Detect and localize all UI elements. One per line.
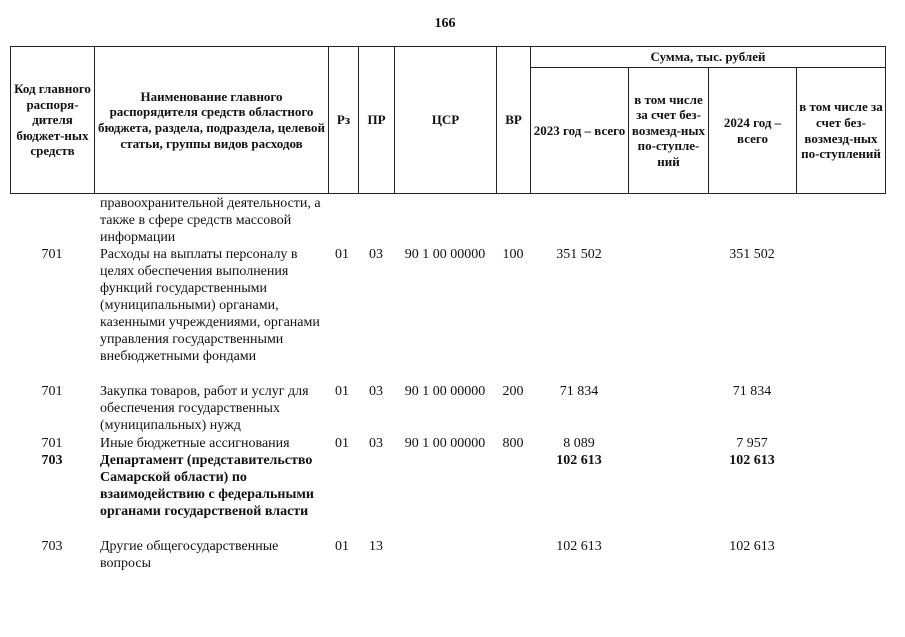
row-code: 701 bbox=[41, 247, 63, 262]
row-sum-2023: 8 089 bbox=[563, 436, 595, 451]
row-pr: 13 bbox=[369, 539, 383, 554]
row-pr: 03 bbox=[369, 247, 383, 262]
row-sum-2024: 102 613 bbox=[729, 453, 775, 468]
row-name: Расходы на выплаты персоналу в целях обеспечения выполнения функций государственными (муниципальными) органами, казенными учреждениями, органами управления государственными внебюджетными фондами bbox=[100, 247, 320, 364]
row-pr: 03 bbox=[369, 436, 383, 451]
row-csr: 90 1 00 00000 bbox=[404, 436, 486, 451]
header-2023: 2023 год – всего bbox=[531, 68, 629, 194]
row-vr: 200 bbox=[502, 384, 524, 399]
header-2023-free: в том числе за счет без-возмезд-ных по-ступле-ний bbox=[629, 68, 709, 194]
header-2024: 2024 год – всего bbox=[709, 68, 797, 194]
table-header bbox=[10, 46, 886, 194]
header-name: Наименование главного распорядителя средств областного бюджета, раздела, подраздела, целевой статьи, группы видов расходов bbox=[95, 47, 329, 194]
row-name: Закупка товаров, работ и услуг для обеспечения государственных (муниципальных) нужд bbox=[100, 384, 309, 433]
header-vr: ВР bbox=[497, 47, 531, 194]
row-sum-2024: 102 613 bbox=[729, 539, 775, 554]
row-name: Департамент (представительство Самарской области) по взаимодействию с федеральными органами государственой власти bbox=[100, 453, 314, 519]
row-sum-2023: 71 834 bbox=[559, 384, 599, 399]
row-code: 703 bbox=[41, 539, 63, 554]
row-rz: 01 bbox=[335, 436, 349, 451]
header-code: Код главного распоря-дителя бюджет-ных средств bbox=[11, 47, 95, 194]
row-sum-2024: 351 502 bbox=[729, 247, 775, 262]
header-csr: ЦСР bbox=[395, 47, 497, 194]
header-2024-free: в том числе за счет без-возмезд-ных по-ступлений bbox=[797, 68, 886, 194]
header-rz: Рз bbox=[329, 47, 359, 194]
row-sum-2024: 71 834 bbox=[732, 384, 772, 399]
row-name: Иные бюджетные ассигнования bbox=[100, 436, 290, 451]
row-code: 701 bbox=[41, 436, 63, 451]
row-vr: 100 bbox=[502, 247, 524, 262]
row-name: правоохранительной деятельности, а также в сфере средств массовой информации bbox=[100, 196, 321, 245]
page-number: 166 bbox=[434, 16, 456, 31]
row-rz: 01 bbox=[335, 384, 349, 399]
row-rz: 01 bbox=[335, 539, 349, 554]
row-pr: 03 bbox=[369, 384, 383, 399]
header-pr: ПР bbox=[359, 47, 395, 194]
row-code: 703 bbox=[41, 453, 63, 468]
row-vr: 800 bbox=[502, 436, 524, 451]
row-sum-2023: 102 613 bbox=[556, 453, 602, 468]
row-rz: 01 bbox=[335, 247, 349, 262]
header-sum-group: Сумма, тыс. рублей bbox=[531, 47, 886, 68]
row-sum-2024: 7 957 bbox=[736, 436, 768, 451]
row-sum-2023: 102 613 bbox=[556, 539, 602, 554]
row-name: Другие общегосударственные вопросы bbox=[100, 539, 279, 571]
row-code: 701 bbox=[41, 384, 63, 399]
row-csr: 90 1 00 00000 bbox=[404, 384, 486, 399]
row-sum-2023: 351 502 bbox=[556, 247, 602, 262]
row-csr: 90 1 00 00000 bbox=[404, 247, 486, 262]
